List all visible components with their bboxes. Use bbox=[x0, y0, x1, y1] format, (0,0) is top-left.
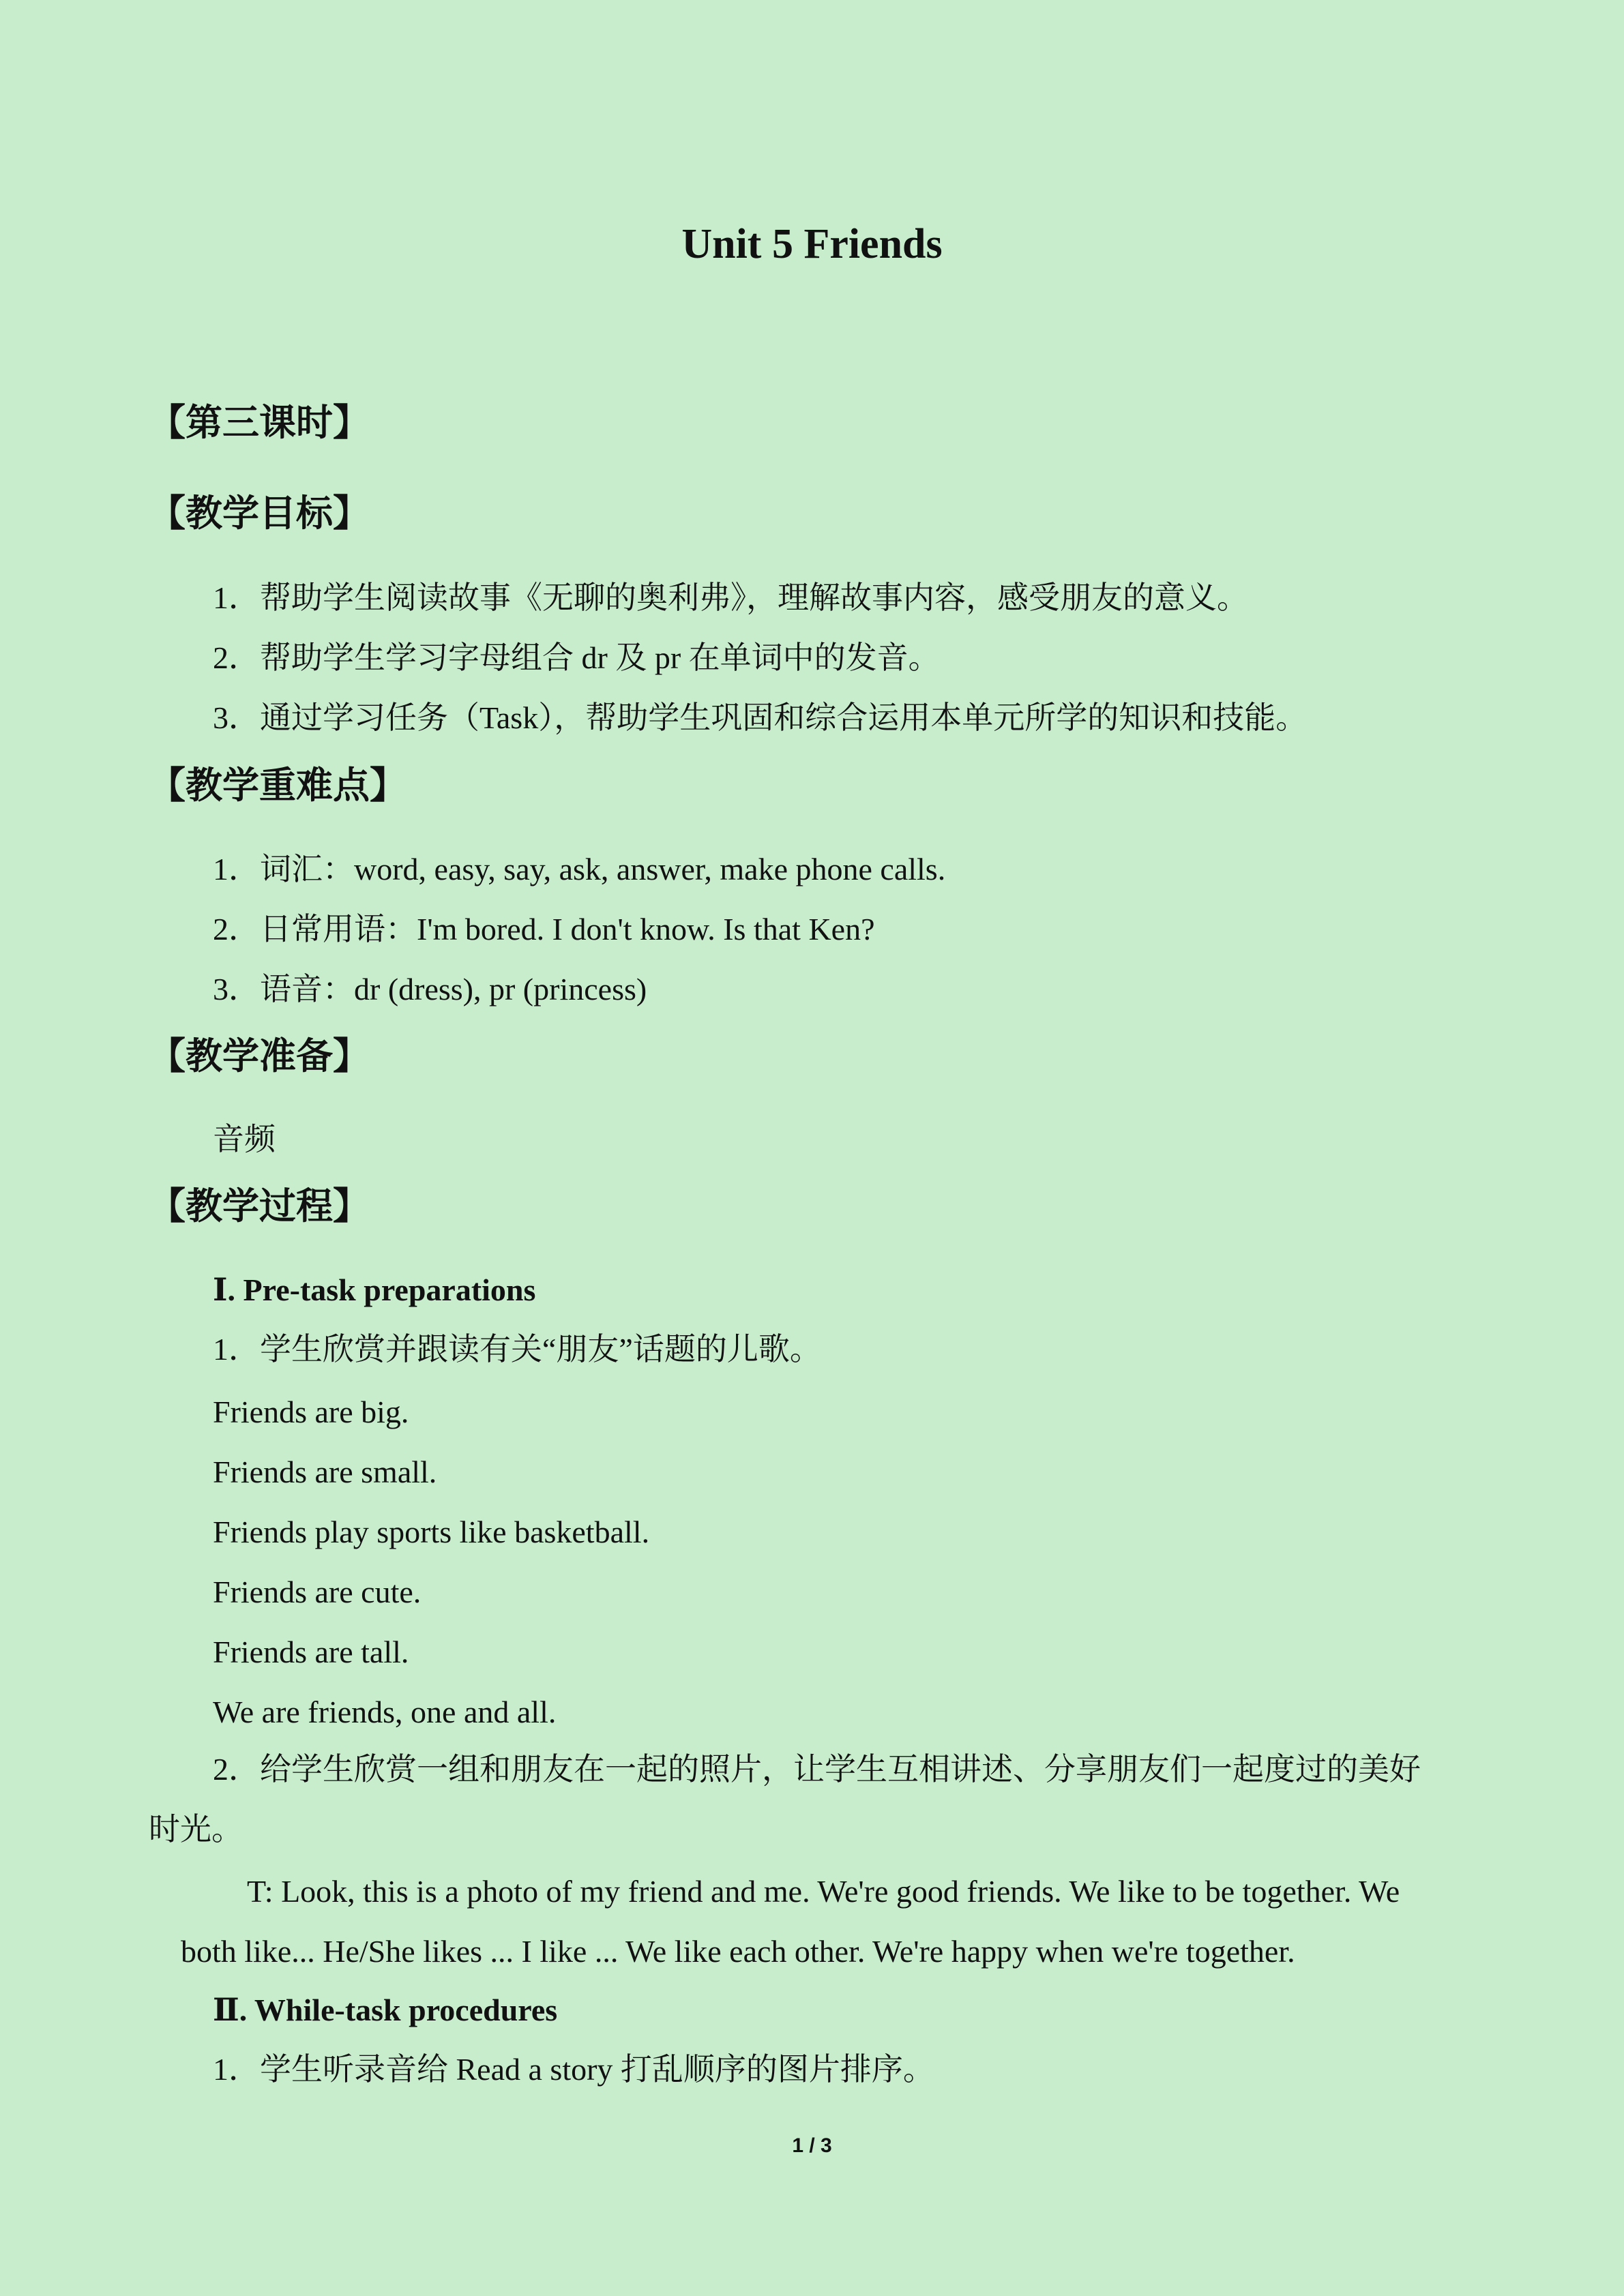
page-title: Unit 5 Friends bbox=[681, 221, 943, 267]
chant-line: We are friends, one and all. bbox=[213, 1695, 557, 1729]
process-step: 1．学生听录音给 Read a story 打乱顺序的图片排序。 bbox=[213, 2052, 934, 2087]
key-point-item: 1．词汇：word, easy, say, ask, answer, make phone calls. bbox=[213, 852, 946, 886]
section-title: Ⅱ. While-task procedures bbox=[213, 1993, 558, 2027]
objective-item: 2．帮助学生学习字母组合 dr 及 pr 在单词中的发音。 bbox=[213, 640, 940, 675]
key-point-item: 3．语音：dr (dress), pr (princess) bbox=[213, 972, 647, 1007]
process-step-continuation: 时光。 bbox=[149, 1812, 243, 1847]
objective-item: 1．帮助学生阅读故事《无聊的奥利弗》，理解故事内容，感受朋友的意义。 bbox=[213, 580, 1248, 615]
chant-line: Friends are small. bbox=[213, 1455, 437, 1489]
heading-key-points: 【教学重难点】 bbox=[149, 764, 407, 807]
page-number: 1 / 3 bbox=[792, 2134, 832, 2157]
heading-process: 【教学过程】 bbox=[149, 1184, 370, 1227]
process-step: 1．学生欣赏并跟读有关“朋友”话题的儿歌。 bbox=[213, 1332, 821, 1367]
teacher-dialogue-continuation: both like... He/She likes ... I like ... We like each other. We're happy when we're together. bbox=[181, 1934, 1295, 1969]
chant-line: Friends play sports like basketball. bbox=[213, 1515, 650, 1549]
chant-line: Friends are cute. bbox=[213, 1575, 422, 1609]
objective-item: 3．通过学习任务（Task），帮助学生巩固和综合运用本单元所学的知识和技能。 bbox=[213, 700, 1308, 735]
heading-lesson: 【第三课时】 bbox=[149, 401, 370, 444]
section-title: Ⅰ. Pre-task preparations bbox=[213, 1272, 536, 1307]
process-step: 2．给学生欣赏一组和朋友在一起的照片，让学生互相讲述、分享朋友们一起度过的美好 bbox=[213, 1752, 1421, 1787]
preparation-text: 音频 bbox=[213, 1122, 276, 1157]
heading-preparation: 【教学准备】 bbox=[149, 1034, 370, 1077]
chant-line: Friends are tall. bbox=[213, 1635, 409, 1669]
key-point-item: 2．日常用语：I'm bored. I don't know. Is that Ken? bbox=[213, 912, 875, 946]
heading-objectives: 【教学目标】 bbox=[149, 492, 370, 535]
chant-line: Friends are big. bbox=[213, 1395, 409, 1429]
teacher-dialogue: T: Look, this is a photo of my friend and me. We're good friends. We like to be together. We bbox=[247, 1874, 1400, 1909]
